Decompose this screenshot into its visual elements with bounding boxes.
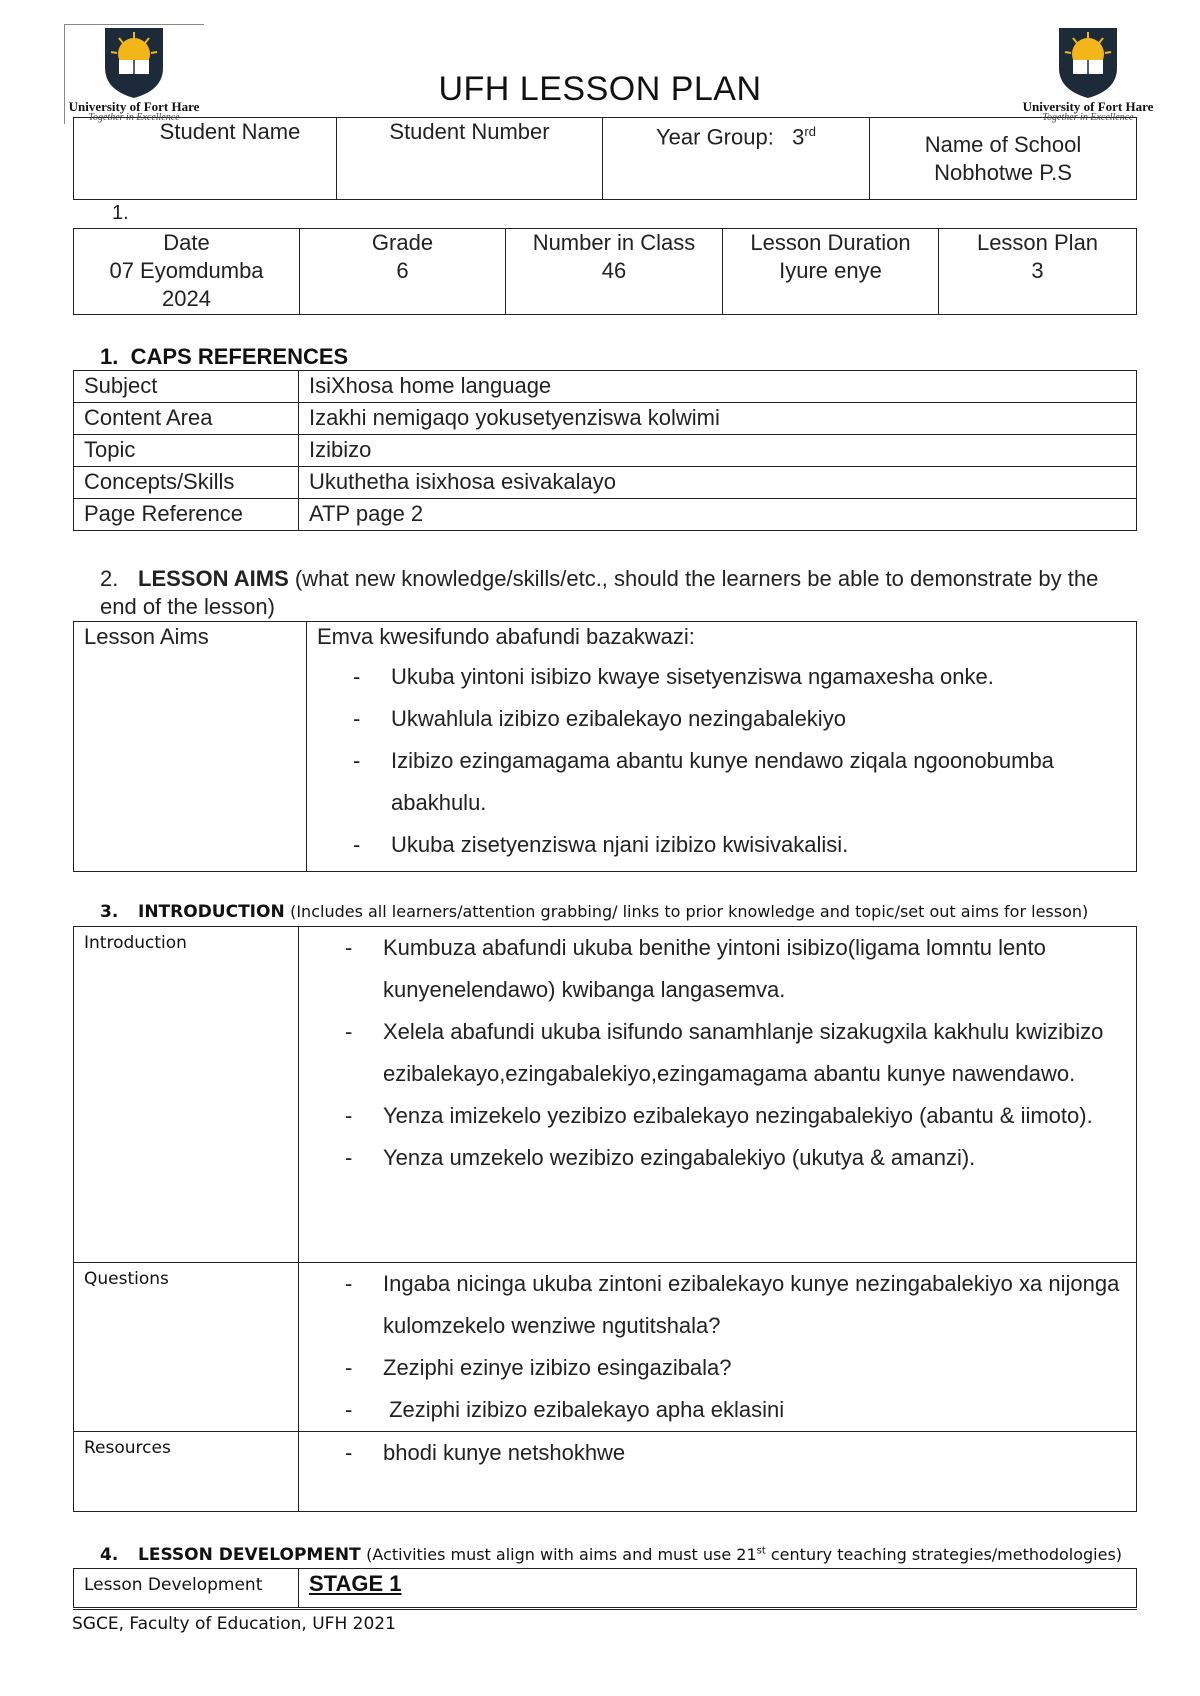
caps-value: ATP page 2	[299, 499, 1137, 531]
caps-value: Ukuthetha isixhosa esivakalayo	[299, 467, 1137, 499]
caps-heading	[100, 344, 348, 370]
aims-list	[307, 656, 1136, 866]
caps-table	[73, 370, 1137, 531]
resources-content	[299, 1432, 1137, 1512]
questions-content	[299, 1263, 1137, 1432]
student-name-cell	[74, 118, 337, 200]
aims-table	[73, 621, 1137, 872]
development-heading-note	[366, 1545, 1122, 1564]
introduction-heading	[100, 902, 1088, 922]
table-row	[74, 403, 1137, 435]
student-info-table	[73, 117, 1137, 200]
class-cell	[506, 229, 723, 315]
university-name: University of Fort Hare	[68, 99, 200, 114]
aims-intro: Emva kwesifundo abafundi bazakwazi:	[317, 624, 695, 649]
school-cell	[870, 118, 1137, 200]
list-item: - Izibizo ezingamagama abantu kunye nendawo ziqala ngoonobumba abakhulu.	[307, 740, 1136, 824]
table-row	[74, 467, 1137, 499]
caps-heading-text: CAPS REFERENCES	[130, 344, 349, 369]
stage-title: STAGE 1	[309, 1571, 402, 1596]
introduction-label: Introduction	[74, 927, 299, 1263]
page-title: UFH LESSON PLAN	[438, 70, 762, 108]
table-row	[74, 499, 1137, 531]
university-name: University of Fort Hare	[1022, 99, 1154, 114]
caps-value: Izakhi nemigaqo yokusetyenziswa kolwimi	[299, 403, 1137, 435]
aims-heading-text: LESSON AIMS	[138, 566, 289, 591]
development-note-sup: st	[756, 1545, 766, 1557]
logo-frame-line	[64, 24, 204, 26]
development-heading	[100, 1545, 1122, 1565]
caps-heading-num: 1.	[100, 344, 119, 369]
development-table	[73, 1568, 1137, 1610]
list-item: - Ukwahlula izibizo ezibalekayo nezingabalekiyo	[307, 698, 1136, 740]
caps-label: Content Area	[74, 403, 299, 435]
class-label: Number in Class	[532, 230, 696, 255]
aims-heading-num: 2.	[100, 566, 119, 591]
school-label: Name of School	[924, 131, 1082, 157]
plan-cell	[939, 229, 1137, 315]
introduction-heading-num: 3.	[100, 902, 119, 922]
list-item: - Ukuba yintoni isibizo kwaye sisetyenziswa ngamaxesha onke.	[307, 656, 1136, 698]
duration-cell	[723, 229, 939, 315]
list-item: - Ukuba zisetyenziswa njani izibizo kwisivakalisi.	[307, 824, 1136, 866]
class-value: 46	[601, 258, 627, 283]
school-value: Nobhotwe P.S	[934, 159, 1072, 185]
development-content	[299, 1569, 1137, 1609]
caps-value: Izibizo	[299, 435, 1137, 467]
caps-label: Concepts/Skills	[74, 467, 299, 499]
list-item: - Yenza imizekelo yezibizo ezibalekayo nezingabalekiyo (abantu & iimoto).	[299, 1095, 1136, 1137]
introduction-heading-text: INTRODUCTION	[138, 902, 285, 922]
student-number-cell	[337, 118, 603, 200]
aims-heading-note: (what new knowledge/skills/etc., should the learners be able to demonstrate by the end of the lesson)	[100, 566, 1099, 619]
plan-label: Lesson Plan	[976, 230, 1099, 255]
year-group-label: Year Group:	[656, 124, 774, 150]
year-group-value: 3	[792, 124, 805, 150]
caps-label: Topic	[74, 435, 299, 467]
introduction-heading-note: (Includes all learners/attention grabbing/ links to prior knowledge and topic/set out aims for lesson)	[290, 902, 1089, 921]
development-heading-num: 4.	[100, 1545, 119, 1565]
introduction-table	[73, 926, 1137, 1512]
grade-label: Grade	[371, 230, 434, 255]
student-name-label: Student Name	[159, 119, 301, 144]
aims-label: Lesson Aims	[74, 622, 307, 872]
lesson-info-table	[73, 228, 1137, 315]
plan-value: 3	[1031, 258, 1044, 283]
grade-value: 6	[396, 258, 409, 283]
date-value: 07 Eyomdumba 2024	[109, 258, 264, 311]
list-item: - Zeziphi izibizo ezibalekayo apha eklasini	[299, 1389, 1136, 1431]
questions-list	[299, 1263, 1136, 1431]
aims-heading	[100, 565, 1140, 621]
list-item: - Kumbuza abafundi ukuba benithe yintoni isibizo(ligama lomntu lento kunyenelendawo) kwibanga langasemva.	[299, 927, 1136, 1011]
development-heading-text: LESSON DEVELOPMENT	[138, 1545, 361, 1565]
list-item: - Xelela abafundi ukuba isifundo sanamhlanje sizakugxila kakhulu kwizibizo ezibalekayo,ezingabalekiyo,ezingamagama abantu kunye nawendawo.	[299, 1011, 1136, 1095]
year-group-cell	[603, 118, 870, 200]
page-footer: SGCE, Faculty of Education, UFH 2021	[72, 1614, 396, 1634]
date-label: Date	[163, 230, 210, 255]
list-item: - Ingaba nicinga ukuba zintoni ezibalekayo kunye nezingabalekiyo xa nijonga kulomzekelo wenziwe ngutitshala?	[299, 1263, 1136, 1347]
table-row	[74, 371, 1137, 403]
caps-label: Page Reference	[74, 499, 299, 531]
development-label: Lesson Development	[74, 1569, 299, 1609]
duration-label: Lesson Duration	[750, 230, 911, 255]
year-group-sup: rd	[804, 124, 816, 139]
list-item: - Yenza umzekelo wezibizo ezingabalekiyo (ukutya & amanzi).	[299, 1137, 1136, 1179]
resources-label: Resources	[74, 1432, 299, 1512]
list-marker: 1.	[112, 202, 129, 224]
development-note-post: century teaching strategies/methodologies)	[765, 1545, 1123, 1564]
introduction-content	[299, 927, 1137, 1263]
introduction-list	[299, 927, 1136, 1179]
table-row	[74, 435, 1137, 467]
caps-value: IsiXhosa home language	[299, 371, 1137, 403]
date-cell	[74, 229, 300, 315]
university-motto: Together in Excellence	[88, 112, 180, 123]
list-item: - bhodi kunye netshokhwe	[299, 1432, 1136, 1474]
duration-value: Iyure enye	[779, 258, 882, 283]
caps-label: Subject	[74, 371, 299, 403]
grade-cell	[300, 229, 506, 315]
student-number-label: Student Number	[389, 119, 550, 144]
questions-label: Questions	[74, 1263, 299, 1432]
aims-content	[307, 622, 1137, 872]
list-item: - Zeziphi ezinye izibizo esingazibala?	[299, 1347, 1136, 1389]
development-note-pre: (Activities must align with aims and must use 21	[366, 1545, 757, 1564]
resources-list	[299, 1432, 1136, 1474]
university-motto: Together in Excellence	[1042, 112, 1134, 123]
